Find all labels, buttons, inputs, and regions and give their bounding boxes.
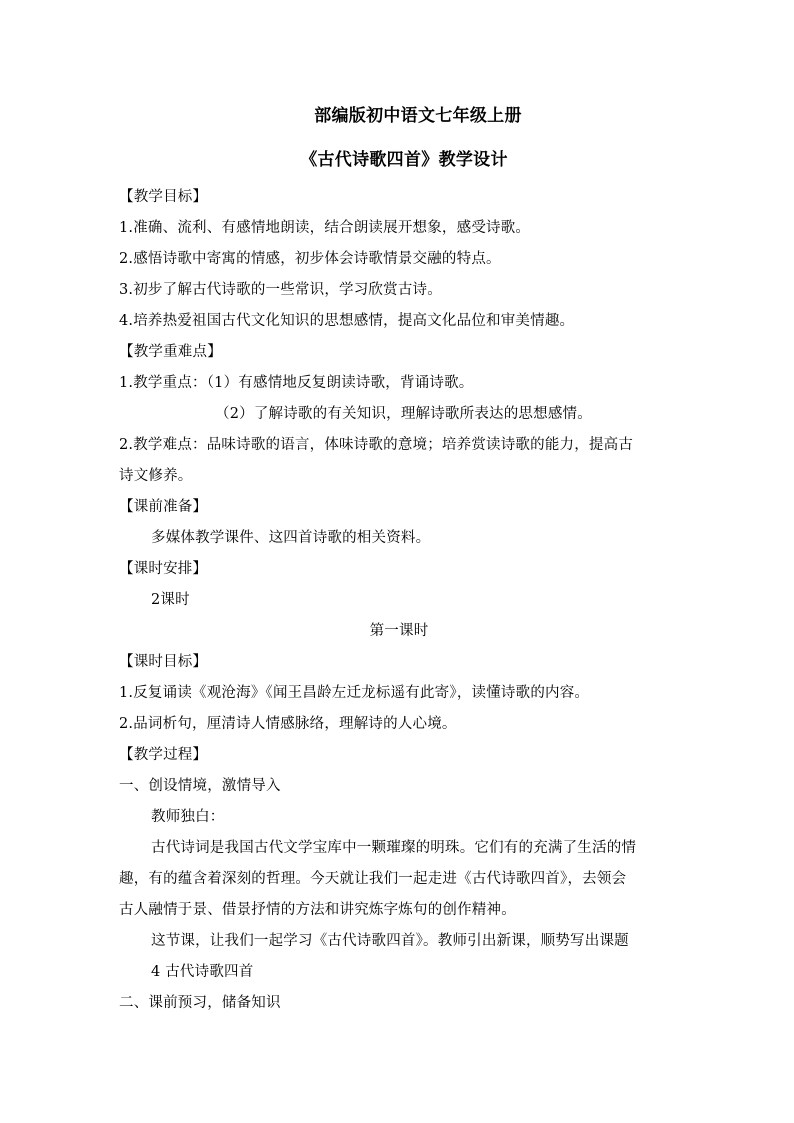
document-body	[119, 104, 679, 1019]
section-heading-process: 【教学过程】	[119, 747, 208, 763]
difficulty-line-2: 诗文修养。	[119, 468, 193, 484]
doc-title: 部编版初中语文七年级上册	[314, 106, 522, 126]
process-step-1: 一、创设情境，激情导入	[119, 778, 281, 794]
teacher-monologue-label: 教师独白：	[151, 809, 225, 825]
monologue-line-2: 趣，有的蕴含着深刻的哲理。今天就让我们一起走进《古代诗歌四首》，去领会	[119, 871, 627, 887]
lesson-title-line: 4 古代诗歌四首	[151, 964, 254, 980]
objective-1: 1.准确、流利、有感情地朗读，结合朗读展开想象，感受诗歌。	[119, 220, 531, 236]
doc-subtitle: 《古代诗歌四首》教学设计	[300, 150, 508, 170]
section-heading-key-points: 【教学重难点】	[119, 344, 222, 360]
lesson-one-heading: 第一课时	[369, 623, 429, 639]
difficulty-line-1: 2.教学难点：品味诗歌的语言，体味诗歌的意境；培养赏读诗歌的能力，提高古	[119, 437, 634, 453]
objective-3: 3.初步了解古代诗歌的一些常识，学习欣赏古诗。	[119, 282, 442, 298]
key-point-1: 1.教学重点：（1）有感情地反复朗读诗歌，背诵诗歌。	[119, 375, 474, 391]
objective-4: 4.培养热爱祖国古代文化知识的思想感情，提高文化品位和审美情趣。	[119, 313, 575, 329]
lesson-goal-1: 1.反复诵读《观沧海》《闻王昌龄左迁龙标遥有此寄》，读懂诗歌的内容。	[119, 685, 590, 701]
preparation-text: 多媒体教学课件、这四首诗歌的相关资料。	[151, 530, 431, 546]
section-heading-preparation: 【课前准备】	[119, 499, 208, 515]
section-heading-schedule: 【课时安排】	[119, 561, 208, 577]
monologue-line-3: 古人融情于景、借景抒情的方法和讲究炼字炼句的创作精神。	[119, 902, 516, 918]
objective-2: 2.感悟诗歌中寄寓的情感，初步体会诗歌情景交融的特点。	[119, 251, 501, 267]
lesson-goal-2: 2.品词析句，厘清诗人情感脉络，理解诗的人心境。	[119, 716, 457, 732]
monologue-line-1: 古代诗词是我国古代文学宝库中一颗璀璨的明珠。它们有的充满了生活的情	[151, 840, 637, 856]
key-point-1-sub-2: （2）了解诗歌的有关知识，理解诗歌所表达的思想感情。	[215, 406, 592, 422]
section-heading-objectives: 【教学目标】	[119, 189, 208, 205]
section-heading-lesson-goals: 【课时目标】	[119, 654, 208, 670]
introduction-line: 这节课，让我们一起学习《古代诗歌四首》。教师引出新课，顺势写出课题	[151, 933, 629, 949]
schedule-text: 2课时	[151, 592, 190, 608]
process-step-2: 二、课前预习，储备知识	[119, 995, 281, 1011]
